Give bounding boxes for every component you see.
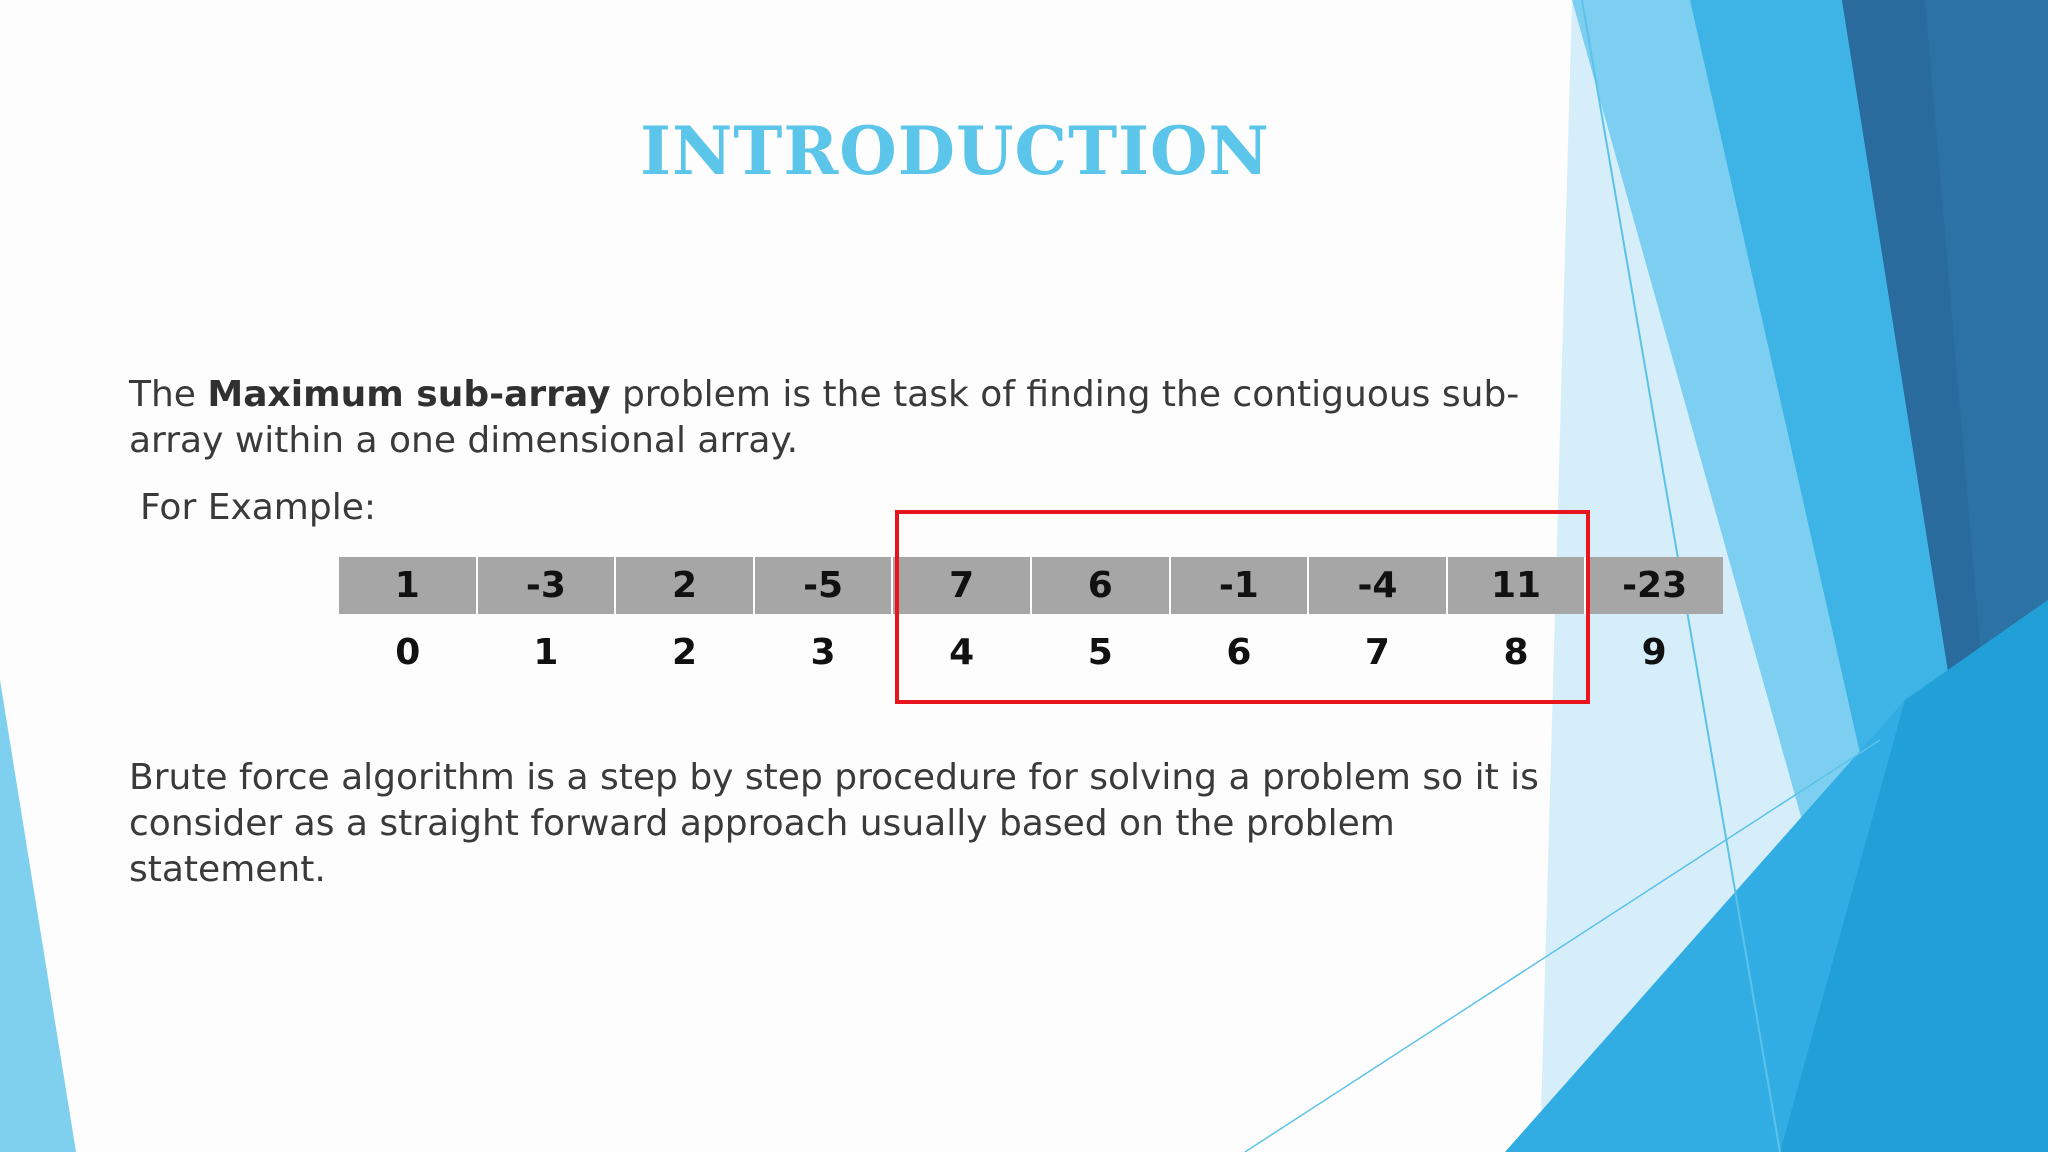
array-value-cell: -5: [754, 557, 893, 614]
array-value-cell: -23: [1585, 557, 1723, 614]
array-index-cell: 9: [1641, 631, 1667, 673]
page-title: INTRODUCTION: [640, 112, 1270, 190]
max-subarray-highlight-box: [895, 510, 1590, 704]
array-value-cell: 11: [1447, 557, 1586, 614]
intro-lead-text: The: [129, 374, 208, 415]
array-value-cell: 2: [615, 557, 754, 614]
example-label: For Example:: [140, 487, 377, 528]
array-value-cell: -1: [1170, 557, 1309, 614]
intro-rest-text: problem is the task of finding the contiguous sub-array within a one dimensional array.: [129, 374, 1520, 461]
array-value-cell: 7: [892, 557, 1031, 614]
intro-term: Maximum sub-array: [207, 374, 611, 415]
array-value-cell: -3: [477, 557, 616, 614]
array-index-cell: 8: [1503, 631, 1529, 673]
array-value-cell: -4: [1308, 557, 1447, 614]
array-index-cell: 3: [810, 631, 836, 673]
array-index-cell: 0: [395, 631, 421, 673]
array-index-cell: 4: [949, 631, 975, 673]
intro-paragraph: [129, 372, 1569, 464]
array-index-cell: 7: [1364, 631, 1390, 673]
array-index-cell: 6: [1226, 631, 1252, 673]
array-value-cell: 6: [1031, 557, 1170, 614]
array-index-cell: 2: [671, 631, 698, 673]
left-accent-shape: [0, 680, 76, 1152]
array-index-cell: 1: [533, 631, 559, 673]
array-value-cell: 1: [339, 557, 477, 614]
brute-force-paragraph: Brute force algorithm is a step by step procedure for solving a problem so it is consider as a straight forward approach usually based on the problem statement.: [129, 757, 1539, 890]
array-index-cell: 5: [1087, 631, 1113, 673]
